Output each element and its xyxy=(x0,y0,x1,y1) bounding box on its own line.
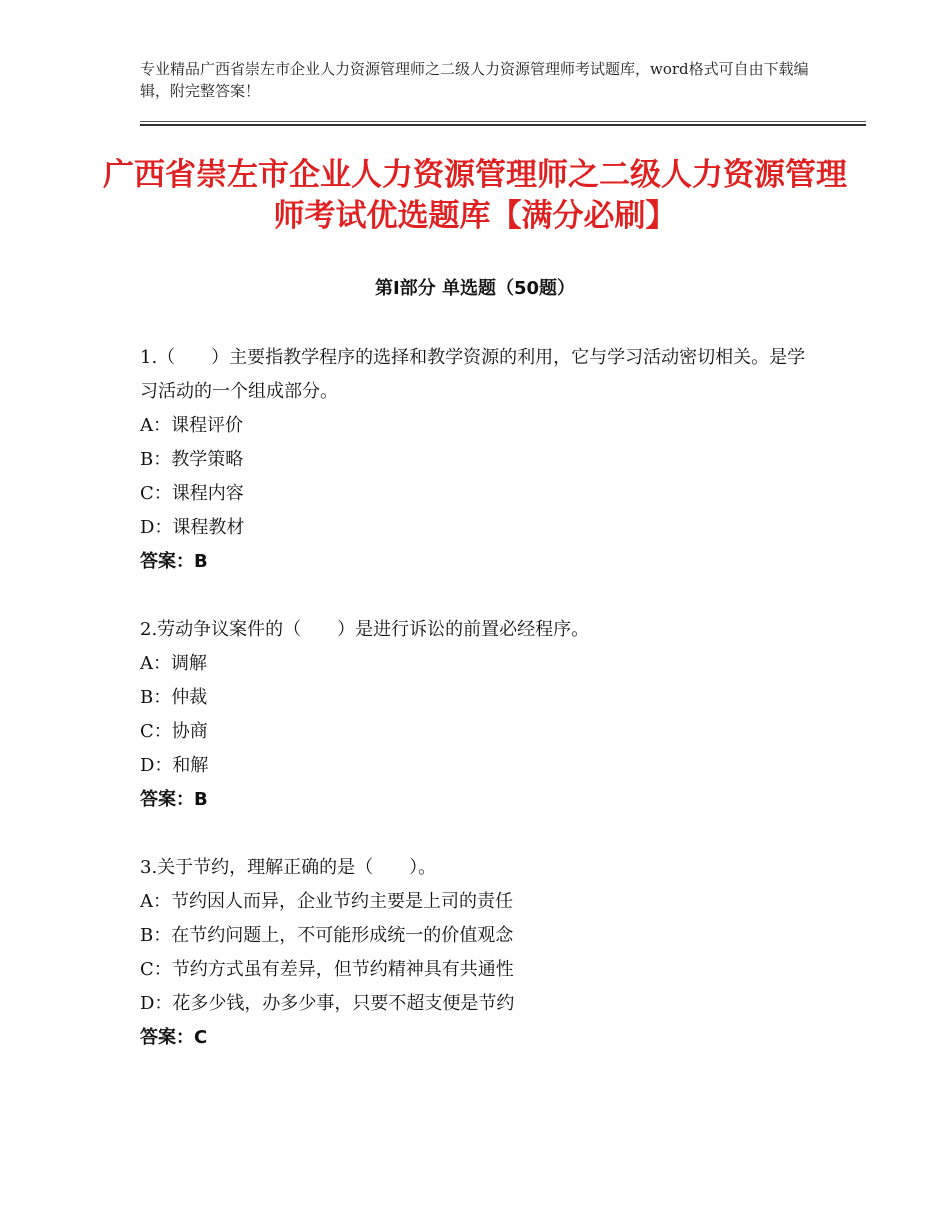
answer-label: 答案：B xyxy=(140,551,208,572)
header-divider-thick xyxy=(140,124,866,126)
document-title: 广西省崇左市企业人力资源管理师之二级人力资源管理师考试优选题库【满分必刷】 xyxy=(103,157,847,234)
option-a: A：调解 xyxy=(140,653,207,674)
header-divider-thin xyxy=(140,121,866,122)
question-stem: 2.劳动争议案件的（ ）是进行诉讼的前置必经程序。 xyxy=(140,619,590,640)
answer-label: 答案：C xyxy=(140,1027,208,1048)
question-stem: 3.关于节约，理解正确的是（ ）。 xyxy=(140,857,437,878)
option-c: C：协商 xyxy=(140,721,208,742)
question-1 xyxy=(140,341,820,579)
option-d: D：课程教材 xyxy=(140,517,245,538)
section-title: 第Ⅰ部分 单选题（50题） xyxy=(374,278,575,299)
option-b: B：教学策略 xyxy=(140,449,244,470)
header-note: 专业精品广西省崇左市企业人力资源管理师之二级人力资源管理师考试题库，word格式可自由下载编辑，附完整答案！ xyxy=(140,60,809,100)
option-a: A：节约因人而异，企业节约主要是上司的责任 xyxy=(140,891,513,912)
option-d: D：和解 xyxy=(140,755,209,776)
option-c: C：课程内容 xyxy=(140,483,244,504)
question-3 xyxy=(140,851,820,1055)
option-b: B：在节约问题上，不可能形成统一的价值观念 xyxy=(140,925,514,946)
answer-label: 答案：B xyxy=(140,789,208,810)
option-a: A：课程评价 xyxy=(140,415,243,436)
option-d: D：花多少钱，办多少事，只要不超支便是节约 xyxy=(140,993,515,1014)
question-2 xyxy=(140,613,820,817)
question-stem: 1.（ ）主要指教学程序的选择和教学资源的利用，它与学习活动密切相关。是学习活动的一个组成部分。 xyxy=(140,347,806,402)
question-list xyxy=(140,341,820,1089)
option-c: C：节约方式虽有差异，但节约精神具有共通性 xyxy=(140,959,514,980)
option-b: B：仲裁 xyxy=(140,687,208,708)
